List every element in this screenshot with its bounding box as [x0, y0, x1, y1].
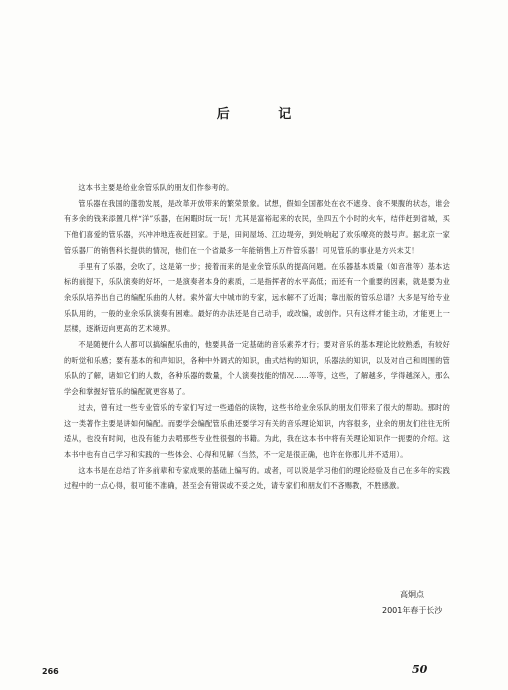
page-title: 后 记 — [216, 107, 314, 122]
author-signature: 高炯点 — [400, 590, 424, 599]
paragraph: 这本书是在总结了许多前辈和专家成果的基础上编写的。或者，可以说是学习他们的理论经验及自己在多年的实践过程中的一点心得，很可能不准确，甚至会有错误或不妥之处，请专家们和朋友们不吝赐教，不胜感激。 — [64, 465, 450, 491]
paragraph: 不是随便什么人都可以搞编配乐曲的，他要具备一定基础的音乐素养才行；要对音乐的基本理论比较熟悉，有较好的听觉和乐感；要有基本的和声知识，各种中外调式的知识，曲式结构的知识，乐器法的知识，以及对自己和周围的管乐队的了解，诸如它们的人数，各种乐器的数量，个人演奏技能的情况……等等，这些，了解越多，学得越深入，那么学会和掌握好管乐的编配就更容易了。 — [64, 340, 450, 397]
paragraph: 这本书主要是给业余管乐队的朋友们作参考的。 — [78, 183, 234, 192]
signature-date: 2001年春于长沙 — [382, 606, 443, 615]
paragraph: 过去，曾有过一些专业管乐的专家们写过一些通俗的读物，这些书给业余乐队的朋友们带来了很大的帮助。那时的这一类著作主要是讲如何编配。而要学会编配管乐曲还要学习有关的音乐理论知识，内容很多，业余的朋友们往往无所适从，也没有时间，也没有能力去啃那些专业性很强的书籍。为此，我在这本书中将有关理论知识作一扼要的介绍。这本书中也有自己学习和实践的一些体会、心得和见解（当然，不一定是很正确，也许在你那儿并不适用）。 — [64, 402, 450, 459]
body-text — [64, 180, 450, 494]
paragraph: 管乐器在我国的蓬勃发展，是改革开放带来的繁荣景象。试想，假如全国都处在衣不遮身、食不果腹的状态，谁会有多余的钱来添置几样“洋”乐器，在闲暇时玩一玩！尤其是富裕起来的农民，坐四五个小时的火车，结伴赶到省城，买下他们喜爱的管乐器，兴冲冲地连夜赶回家。于是，田间屋场、江边堤旁，到处响起了欢乐嘹亮的鼓号声。据北京一家管乐器厂的销售科长提供的情况，他们在一个省最多一年能销售上万件管乐器！可见管乐的事业是方兴未艾！ — [64, 198, 450, 255]
paragraph: 手里有了乐器，会吹了，这是第一步；接着而来的是业余管乐队的提高问题。在乐器基本质量（如音准等）基本达标的前提下，乐队演奏的好坏，一是演奏者本身的素质，二是指挥者的水平高低；而还有一个重要的因素，就是要为业余乐队培养出自己的编配乐曲的人材。索外富大中城市的专家，远水解不了近渴；靠出版的管乐总谱？大多是写给专业乐队用的，一般的业余乐队演奏有困难。最好的办法还是自己动手，或改编，或创作。只有这样才能主动，才能更上一层楼，逐渐迈向更高的艺术境界。 — [64, 261, 450, 334]
page-number-left: 266 — [42, 667, 59, 676]
page-number-right: 50 — [412, 663, 428, 676]
